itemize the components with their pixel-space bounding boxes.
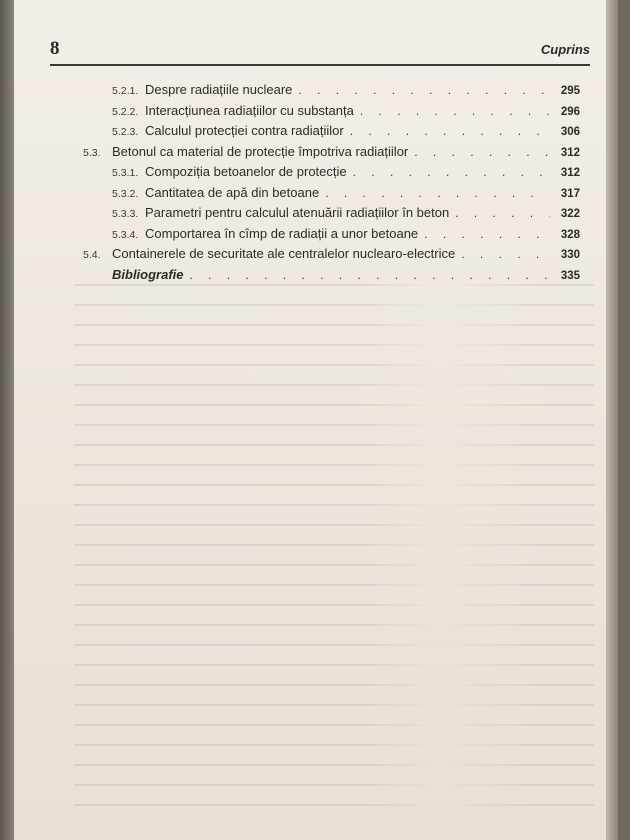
toc-entry-page: 322 <box>560 208 580 220</box>
table-of-contents <box>50 82 580 287</box>
toc-entry-number: 5.3.2. <box>112 187 139 200</box>
toc-entry-number: 5.3.3. <box>112 208 139 220</box>
toc-entry-number: 5.4. <box>83 249 101 261</box>
toc-entry-title: Calculul protecției contra radiațiilor <box>145 123 344 138</box>
running-head: Cuprins <box>540 42 590 57</box>
dot-leader <box>455 206 550 220</box>
toc-entry-title: Bibliografie <box>112 266 184 282</box>
page-number: 8 <box>50 38 60 59</box>
toc-entry-5-4 <box>50 246 580 267</box>
dot-leader <box>424 227 550 241</box>
toc-entry-number: 5.3.4. <box>112 228 139 241</box>
toc-entry-title: Cantitatea de apă din betoane <box>145 184 320 200</box>
toc-entry-5-2-1 <box>50 82 580 103</box>
book-spine-shadow <box>0 0 14 840</box>
toc-entry-number: 5.2.2. <box>112 105 139 118</box>
dot-leader <box>325 186 550 200</box>
dot-leader <box>414 145 550 159</box>
dot-leader <box>353 165 550 179</box>
toc-entry-title: Containerele de securitate ale centralelor nuclearo-electrice <box>112 246 456 261</box>
toc-entry-number: 5.3.1. <box>112 167 139 179</box>
dot-leader <box>350 124 550 138</box>
toc-entry-page: 312 <box>560 146 580 159</box>
toc-entry-number: 5.3. <box>83 146 101 159</box>
dot-leader <box>461 247 550 261</box>
toc-entry-5-3-3 <box>50 205 580 226</box>
dot-leader <box>298 83 550 97</box>
toc-entry-title: Despre radiațiile nucleare <box>145 82 293 97</box>
toc-entry-5-2-2 <box>50 103 580 124</box>
toc-entry-page: 312 <box>560 167 580 179</box>
toc-entry-page: 328 <box>560 228 580 241</box>
toc-entry-5-3-2 <box>50 185 580 206</box>
toc-entry-5-3-1 <box>50 164 580 185</box>
toc-entry-page: 335 <box>560 269 580 282</box>
toc-entry-number: 5.2.3. <box>112 126 139 138</box>
page-edge <box>606 0 618 840</box>
toc-entry-5-3 <box>50 144 580 165</box>
toc-entry-page: 330 <box>560 249 580 261</box>
toc-entry-title: Comportarea în cîmp de radiații a unor betoane <box>145 225 419 241</box>
toc-entry-title: Compoziția betoanelor de protecție <box>145 164 347 179</box>
toc-entry-page: 295 <box>560 85 580 97</box>
toc-entry-5-3-4 <box>50 226 580 247</box>
toc-entry-title: Interacțiunea radiațiilor cu substanța <box>145 102 354 118</box>
page-header <box>50 38 590 62</box>
header-rule <box>50 64 590 66</box>
toc-entry-5-2-3 <box>50 123 580 144</box>
toc-entry-page: 317 <box>560 187 580 200</box>
toc-entry-page: 296 <box>560 105 580 118</box>
toc-entry-title: Parametri pentru calculul atenuării radiațiilor în beton <box>145 205 450 220</box>
dot-leader <box>190 268 550 282</box>
toc-entry-title: Betonul ca material de protecție împotriva radiațiilor <box>112 143 409 159</box>
dot-leader <box>360 104 550 118</box>
toc-entry-bibliografie <box>50 267 580 288</box>
toc-entry-number: 5.2.1. <box>112 85 139 97</box>
bleed-through-texture <box>74 270 594 810</box>
toc-entry-page: 306 <box>560 126 580 138</box>
